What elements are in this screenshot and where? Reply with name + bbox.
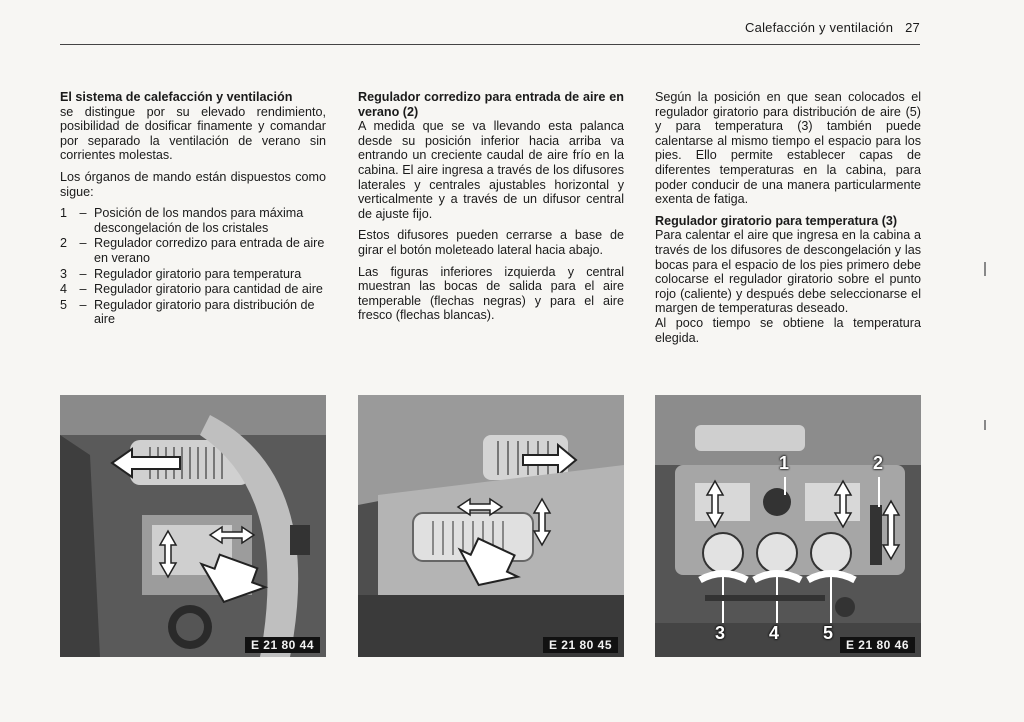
photo-1-illustration — [60, 395, 326, 657]
photo-dash-center — [358, 395, 624, 657]
callout-2: 2 — [873, 453, 884, 473]
callout-1: 1 — [779, 453, 790, 473]
intro-paragraph — [60, 90, 326, 163]
callout-5: 5 — [823, 623, 834, 643]
list-item: 1 – Posición de los mandos para máxima descongelación de los cristales — [60, 206, 304, 235]
list-item: 4 – Regulador giratorio para cantidad de aire — [60, 282, 323, 297]
list-item: 2 – Regulador corredizo para entrada de aire en verano — [60, 236, 325, 265]
column-1 — [60, 90, 326, 328]
intro-text: se distingue por su elevado rendimiento, posibilidad de dosificar finamente y comandar por separado la ventilación de verano sin corrientes molestas. — [60, 104, 326, 163]
column-3 — [655, 90, 921, 352]
header-rule — [60, 44, 920, 45]
distribution-paragraph: Según la posición en que sean colocados el regulador giratorio para distribución de aire (5) y para temperatura (3) también puede calentarse al mismo tiempo el espacio para los pies. Ello permite establecer capas de diferentes temperaturas en la cabina, para poder conducir de una manera particularmente exenta de fatiga. — [655, 90, 921, 207]
list-item: 3 – Regulador giratorio para temperatura — [60, 266, 302, 281]
callout-3: 3 — [715, 623, 726, 643]
figure-code: E 21 80 44 — [245, 637, 320, 653]
section-title: Calefacción y ventilación — [745, 20, 894, 35]
page-header — [60, 18, 920, 44]
figures-paragraph: Las figuras inferiores izquierda y central muestran las bocas de salida para el aire temperable (flechas negras) y para el aire fresco (flechas blancas). — [358, 264, 624, 323]
temperature-result: Al poco tiempo se obtiene la temperatura elegida. — [655, 315, 921, 345]
photo-2-illustration — [358, 395, 624, 657]
figure-code: E 21 80 45 — [543, 637, 618, 653]
controls-list — [60, 206, 326, 327]
margin-mark — [984, 262, 986, 276]
list-item: 5 – Regulador giratorio para distribución de aire — [60, 297, 315, 327]
header-text — [745, 20, 920, 35]
callout-4: 4 — [769, 623, 780, 643]
page-number: 27 — [905, 20, 920, 35]
summer-air-paragraph: A medida que se va llevando esta palanca desde su posición inferior hacia arriba va entrando un creciente caudal de aire frío en la cabina. El aire ingresa a través de los difusores laterales y centrales ajustables horizontal y verticalmente y a través de un difusor central de ajuste fijo. — [358, 119, 624, 221]
vents-paragraph: Estos difusores pueden cerrarse a base de girar el botón moleteado lateral hacia abajo. — [358, 228, 624, 257]
controls-intro: Los órganos de mando están dispuestos como sigue: — [60, 169, 326, 199]
photo-control-panel — [655, 395, 921, 657]
summer-air-heading: Regulador corredizo para entrada de aire en verano (2) — [358, 90, 624, 119]
temperature-heading: Regulador giratorio para temperatura (3) — [655, 213, 898, 228]
margin-mark — [984, 420, 986, 430]
figure-code: E 21 80 46 — [840, 637, 915, 653]
intro-heading: El sistema de calefacción y ventilación — [60, 90, 293, 104]
photo-dash-left — [60, 395, 326, 657]
column-2 — [358, 90, 624, 330]
photo-3-illustration — [655, 395, 921, 657]
temperature-paragraph: Para calentar el aire que ingresa en la cabina a través de los difusores de descongelación y las bocas para el espacio de los pies primero debe colocarse el regulador giratorio sobre el punto rojo (caliente) y después debe seleccionarse el margen de temperaturas deseado. — [655, 228, 921, 316]
